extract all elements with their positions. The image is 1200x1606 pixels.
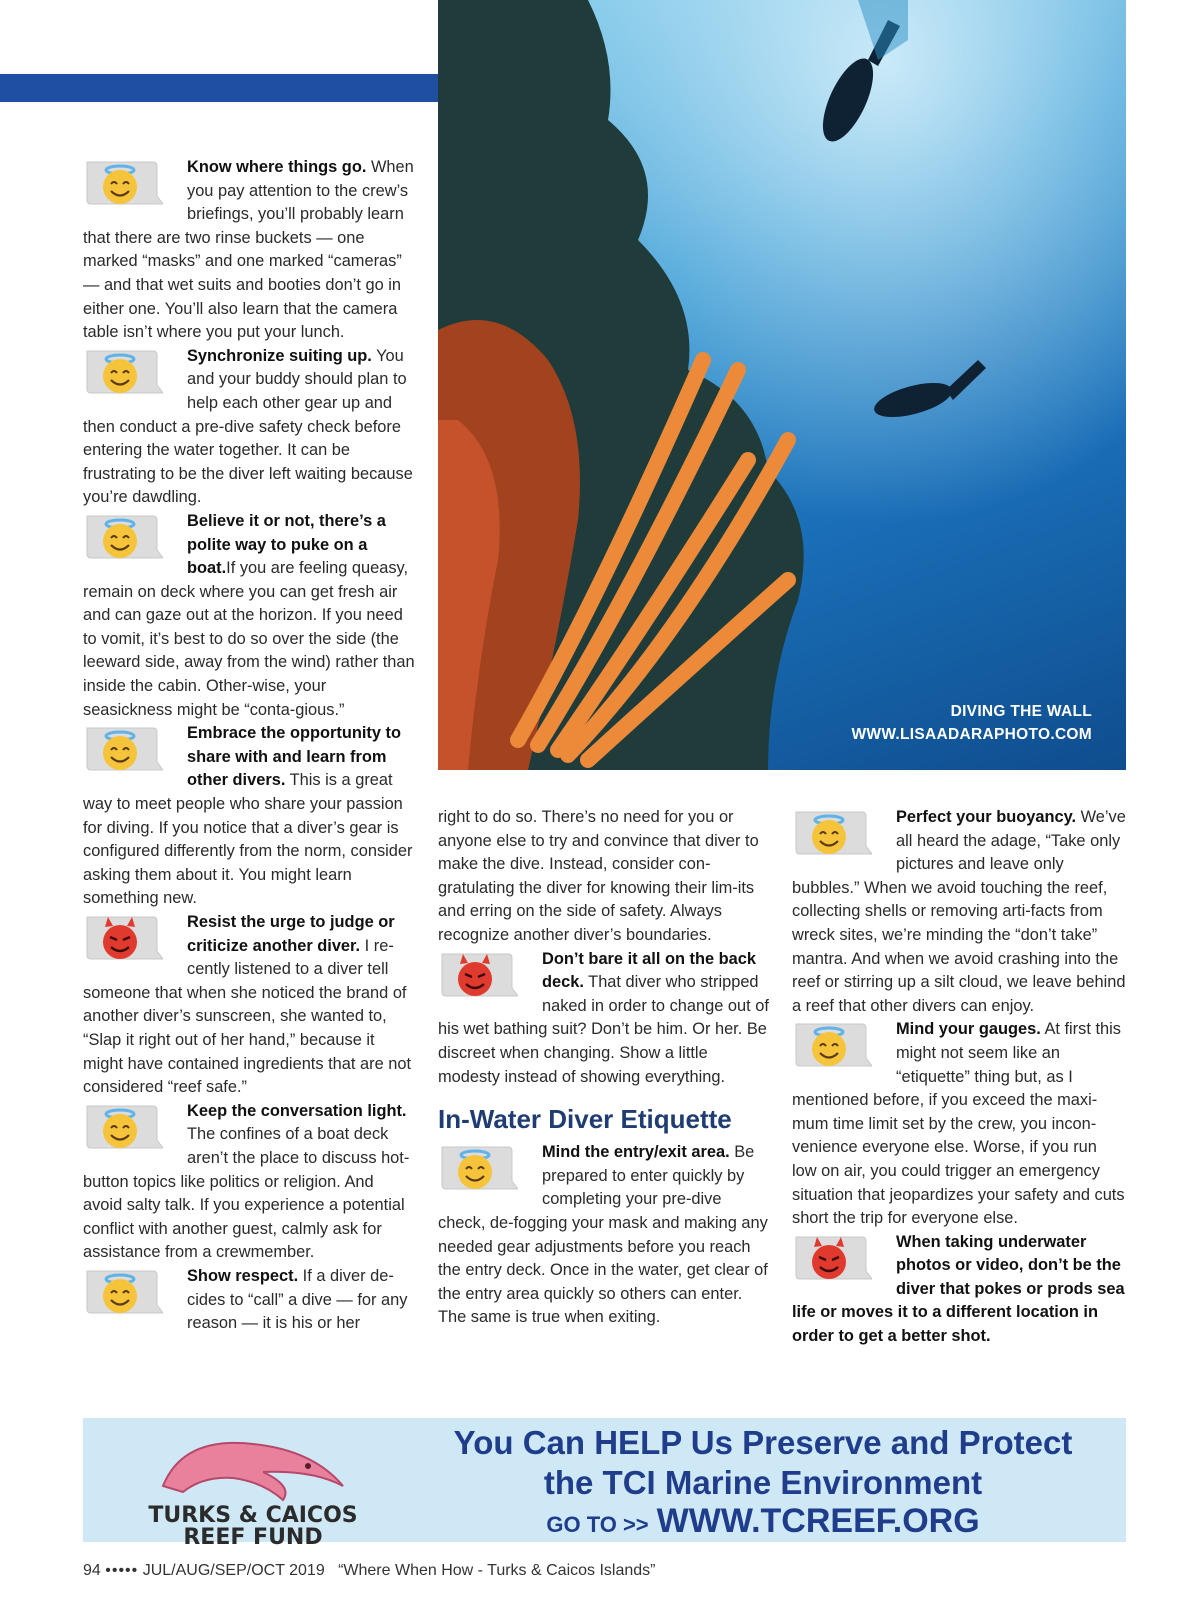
tip-heading: Perfect your buoyancy. — [896, 808, 1077, 826]
tip-mind-entry-exit-area — [438, 1141, 772, 1330]
tip-heading: Believe it or not, there’s a polite way to puke on a boat. — [187, 511, 386, 578]
smiling-face-with-halo-icon — [83, 349, 163, 401]
reef-illustration — [438, 0, 1126, 770]
banner-cta — [413, 1502, 1113, 1541]
tip-heading: Keep the conversation light. — [187, 1101, 407, 1120]
reef-fund-logo — [143, 1426, 363, 1550]
smiling-face-with-halo-icon — [438, 1145, 518, 1197]
tip-keep-conversation-light — [83, 1100, 417, 1265]
tip-heading: Don’t bare it all on the back deck. — [542, 949, 757, 992]
tip-heading: Embrace the opportunity to share with and learn from other divers. — [187, 724, 401, 790]
tip-body: You and your buddy should plan to help each other gear up and then conduct a pre-dive safety check before entering the water together. It can be frustrating to be the diver left waiting because you’re dawdling. — [83, 346, 413, 507]
header-accent-bar — [0, 74, 438, 102]
issue-date: JUL/AUG/SEP/OCT 2019 — [142, 1562, 325, 1579]
banner-goto-label: GO TO >> — [546, 1512, 649, 1537]
smiling-face-with-halo-icon — [83, 1269, 163, 1321]
tip-body: This is a great way to meet people who share your passion for diving. If you notice that a diver’s gear is configured differently from the norm, consider asking them about it. You might learn something new. — [83, 771, 413, 908]
logo-text: TURKS & CAICOS REEF FUND — [148, 1503, 358, 1550]
footer-dots: ••••• — [105, 1562, 139, 1579]
smiling-face-with-horns-icon — [792, 1235, 872, 1287]
tip-body: When you pay attention to the crew’s briefings, you’ll probably learn that there are two rinse buckets — one marked “masks” and one marked “cameras” — and that wet suits and booties don’t go in either one. You’ll also learn that the camera table isn’t where you put your lunch. — [83, 158, 414, 342]
tip-body: That diver who stripped naked in order to change out of his wet bathing suit? Don’t be him. Or her. Be discreet when changing. Show a little modesty instead of showing everything. — [438, 973, 769, 1086]
tip-underwater-photos — [792, 1231, 1126, 1349]
tip-mind-your-gauges — [792, 1018, 1126, 1230]
tip-heading: When taking underwater photos or video, don’t be the diver that pokes or prods sea life or moves it to a different location in order to get a better shot. — [792, 1232, 1125, 1346]
tip-synchronize-suiting-up — [83, 345, 417, 510]
tip-body: I re-cently listened to a diver tell someone that when she noticed the brand of another diver’s sunscreen, she wanted to, “Slap it right out of her hand,” because it might have contained ingredients that are not considered “reef safe.” — [83, 936, 412, 1097]
diving-wall-photo — [438, 0, 1126, 770]
dolphin-logo-icon — [143, 1426, 363, 1506]
tip-body: Be prepared to enter quickly by completing your pre-dive check, de-fogging your mask and making any needed gear adjustments before you reach the entry deck. Once in the water, get clear of the entry area quickly so others can enter. The same is true when exiting. — [438, 1143, 768, 1327]
smiling-face-with-horns-icon — [83, 915, 163, 967]
reef-fund-banner[interactable] — [83, 1418, 1126, 1550]
smiling-face-with-halo-icon — [792, 1022, 872, 1074]
publication-name: “Where When How - Turks & Caicos Islands” — [338, 1562, 656, 1579]
tip-body: The confines of a boat deck aren’t the place to discuss hot-button topics like politics or religion. And avoid salty talk. If you experience a potential conflict with another guest, calmly ask for assistance from a crewmember. — [83, 1125, 410, 1262]
photo-caption-title: DIVING THE WALL — [950, 703, 1092, 720]
page-number: 94 — [83, 1562, 101, 1579]
smiling-face-with-halo-icon — [83, 726, 163, 778]
smiling-face-with-halo-icon — [83, 160, 163, 212]
tip-resist-the-urge-to-judge — [83, 911, 417, 1100]
tip-heading: Mind the entry/exit area. — [542, 1143, 730, 1162]
middle-column — [438, 806, 772, 1330]
banner-headline-line2: the TCI Marine Environment — [543, 1464, 983, 1501]
tip-heading: Synchronize suiting up. — [187, 346, 372, 365]
smiling-face-with-halo-icon — [83, 1104, 163, 1156]
banner-headline-line1: You Can HELP Us Preserve and Protect — [453, 1424, 1073, 1461]
tip-heading: Show respect. — [187, 1266, 299, 1285]
smiling-face-with-horns-icon — [438, 952, 518, 1004]
tip-show-respect — [83, 1265, 417, 1336]
tip-embrace-the-opportunity — [83, 722, 417, 911]
tip-know-where-things-go — [83, 156, 417, 345]
tip-heading: Resist the urge to judge or criticize another diver. — [187, 913, 395, 955]
tip-heading: Mind your gauges. — [896, 1020, 1041, 1039]
smiling-face-with-halo-icon — [792, 810, 872, 862]
tip-polite-way-to-puke — [83, 510, 417, 722]
page-footer — [83, 1562, 655, 1580]
tip-body: If a diver de-cides to “call” a dive — for any reason — it is his or her — [187, 1266, 408, 1333]
smiling-face-with-halo-icon — [83, 514, 163, 566]
tip-body: We’ve all heard the adage, “Take only pictures and leave only bubbles.” When we avoid touching the reef, collecting shells or removing arti-facts from wreck sites, we’re minding the “don’t take” mantra. And when we avoid crashing into the reef or stirring up a silt cloud, we leave behind a reef that other divers can enjoy. — [792, 808, 1126, 1015]
banner-url-link[interactable]: WWW.TCREEF.ORG — [656, 1502, 980, 1540]
tip-heading: Know where things go. — [187, 158, 367, 176]
photo-caption-credit: WWW.LISAADARAPHOTO.COM — [851, 726, 1092, 743]
tip-perfect-your-buoyancy — [792, 806, 1126, 1018]
tip-body: If you are feeling queasy, remain on deck where you can get fresh air and can gaze out at the horizon. If you need to vomit, it’s best to do so over the side (the leeward side, away from the wind) rather than inside the cabin. Other-wise, your seasickness might be “conta-gious.” — [83, 559, 415, 719]
section-title-in-water-etiquette: In-Water Diver Etiquette — [438, 1104, 732, 1135]
right-column — [792, 806, 1126, 1349]
tip-dont-bare-it-all — [438, 948, 772, 1090]
left-column — [83, 156, 417, 1336]
tip-body: At first this might not seem like an “etiquette” thing but, as I mentioned before, if you exceed the maxi-mum time limit set by the crew, you incon-venience everyone else. Worse, if you run low on air, you could trigger an emergency situation that jeopardizes your safety and cuts short the trip for everyone else. — [792, 1020, 1125, 1228]
show-respect-continued: right to do so. There’s no need for you or anyone else to try and convince that diver to make the dive. Instead, consider con-gratulating the diver for knowing their lim-its and erring on the side of safety. Always recognize another diver’s boundaries. — [438, 808, 759, 944]
